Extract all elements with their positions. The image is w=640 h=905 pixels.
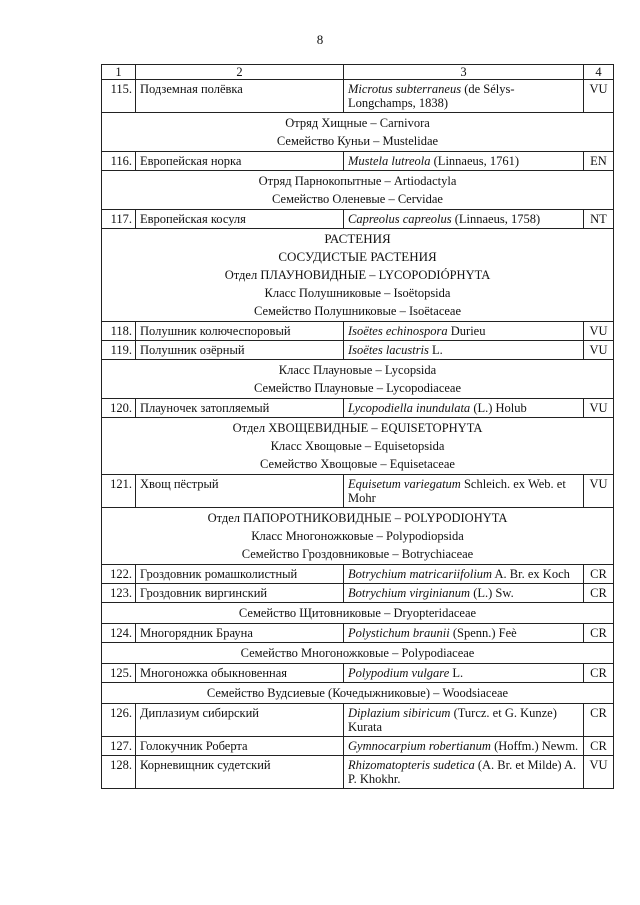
taxon-section-row bbox=[102, 229, 614, 322]
species-latin-name bbox=[344, 565, 584, 584]
species-latin-name bbox=[344, 475, 584, 508]
taxon-heading-line: СОСУДИСТЫЕ РАСТЕНИЯ bbox=[278, 249, 437, 264]
species-number: 124. bbox=[102, 624, 136, 643]
latin-authority: (Linnaeus, 1761) bbox=[430, 154, 520, 168]
latin-binomial: Capreolus capreolus bbox=[348, 212, 452, 226]
species-row bbox=[102, 565, 614, 584]
taxon-heading-line: Семейство Полушниковые – Isoëtaceae bbox=[253, 304, 462, 318]
taxon-heading-line: Семейство Гроздовниковые – Botrychiaceae bbox=[241, 547, 474, 561]
latin-authority: (L.) Sw. bbox=[470, 586, 514, 600]
species-latin-name bbox=[344, 341, 584, 360]
species-russian-name: Гроздовник ромашколистный bbox=[136, 565, 344, 584]
taxon-section-row bbox=[102, 603, 614, 624]
species-latin-name bbox=[344, 210, 584, 229]
species-number: 119. bbox=[102, 341, 136, 360]
latin-authority: (de Sélys-Longchamps, 1838) bbox=[348, 82, 515, 110]
species-row bbox=[102, 152, 614, 171]
status-category: CR bbox=[584, 704, 614, 737]
species-number: 127. bbox=[102, 737, 136, 756]
species-latin-name bbox=[344, 624, 584, 643]
latin-binomial: Isoëtes lacustris bbox=[348, 343, 429, 357]
latin-authority: (Spenn.) Feè bbox=[449, 626, 517, 640]
status-category: VU bbox=[584, 341, 614, 360]
taxon-heading-line: Семейство Куньи – Mustelidae bbox=[276, 134, 439, 148]
species-russian-name: Голокучник Роберта bbox=[136, 737, 344, 756]
taxon-heading-line: Класс Хвощовые – Equisetopsida bbox=[270, 439, 445, 453]
taxon-heading-line: Семейство Многоножковые – Polypodiaceae bbox=[240, 646, 475, 660]
species-row bbox=[102, 341, 614, 360]
species-russian-name: Подземная полёвка bbox=[136, 80, 344, 113]
table-body bbox=[102, 80, 614, 789]
taxon-section-row bbox=[102, 360, 614, 399]
latin-authority: (L.) Holub bbox=[470, 401, 527, 415]
species-latin-name bbox=[344, 152, 584, 171]
species-russian-name: Гроздовник виргинский bbox=[136, 584, 344, 603]
taxon-heading-line: Отдел ХВОЩЕВИДНЫЕ – EQUISETOPHYTA bbox=[232, 421, 483, 435]
species-russian-name: Европейская норка bbox=[136, 152, 344, 171]
latin-authority: L. bbox=[428, 343, 443, 357]
latin-authority: (A. Br. et Milde) A. P. Khokhr. bbox=[348, 758, 577, 786]
taxon-section-row bbox=[102, 683, 614, 704]
latin-authority: (Linnaeus, 1758) bbox=[451, 212, 541, 226]
latin-binomial: Botrychium virginianum bbox=[348, 586, 471, 600]
latin-binomial: Equisetum variegatum bbox=[348, 477, 461, 491]
species-number: 115. bbox=[102, 80, 136, 113]
species-russian-name: Хвощ пёстрый bbox=[136, 475, 344, 508]
species-row bbox=[102, 80, 614, 113]
species-russian-name: Многорядник Брауна bbox=[136, 624, 344, 643]
species-number: 120. bbox=[102, 399, 136, 418]
species-number: 117. bbox=[102, 210, 136, 229]
taxon-section-row bbox=[102, 418, 614, 475]
taxon-heading bbox=[102, 229, 614, 322]
species-number: 128. bbox=[102, 756, 136, 789]
species-number: 116. bbox=[102, 152, 136, 171]
species-latin-name bbox=[344, 704, 584, 737]
taxon-section-row bbox=[102, 643, 614, 664]
species-latin-name bbox=[344, 322, 584, 341]
taxon-heading-line: Семейство Хвощовые – Equisetaceae bbox=[260, 457, 455, 471]
species-latin-name bbox=[344, 756, 584, 789]
latin-binomial: Polypodium vulgare bbox=[348, 666, 450, 680]
species-latin-name bbox=[344, 584, 584, 603]
taxon-section-row bbox=[102, 113, 614, 152]
latin-authority: A. Br. ex Koch bbox=[492, 567, 570, 581]
species-russian-name: Корневищник судетский bbox=[136, 756, 344, 789]
species-latin-name bbox=[344, 399, 584, 418]
taxon-heading-line: РАСТЕНИЯ bbox=[324, 231, 391, 246]
status-category: CR bbox=[584, 737, 614, 756]
column-number-1: 1 bbox=[102, 65, 136, 80]
species-russian-name: Европейская косуля bbox=[136, 210, 344, 229]
column-number-2: 2 bbox=[136, 65, 344, 80]
taxon-heading bbox=[102, 360, 614, 399]
species-latin-name bbox=[344, 737, 584, 756]
latin-authority: (Turcz. et G. Kunze) Kurata bbox=[348, 706, 557, 734]
species-row bbox=[102, 322, 614, 341]
latin-binomial: Polystichum braunii bbox=[348, 626, 450, 640]
species-russian-name: Полушник озёрный bbox=[136, 341, 344, 360]
status-category: NT bbox=[584, 210, 614, 229]
species-number: 121. bbox=[102, 475, 136, 508]
latin-authority: Durieu bbox=[447, 324, 486, 338]
taxon-heading-line: Семейство Оленевые – Cervidae bbox=[272, 192, 443, 206]
taxon-heading-line: Семейство Вудсиевые (Кочедыжниковые) – Woodsiaceae bbox=[206, 686, 509, 700]
taxon-heading-line: Отряд Хищные – Carnivora bbox=[285, 116, 430, 130]
status-category: VU bbox=[584, 322, 614, 341]
latin-authority: L. bbox=[449, 666, 464, 680]
taxon-heading bbox=[102, 643, 614, 664]
species-russian-name: Плаунoчек затопляемый bbox=[136, 399, 344, 418]
column-number-3: 3 bbox=[344, 65, 584, 80]
species-row bbox=[102, 756, 614, 789]
taxon-heading-line: Отдел ПАПОРОТНИКОВИДНЫЕ – POLYPODIOHYTA bbox=[207, 511, 508, 525]
species-row bbox=[102, 624, 614, 643]
status-category: EN bbox=[584, 152, 614, 171]
status-category: VU bbox=[584, 475, 614, 508]
column-number-row bbox=[102, 65, 614, 80]
species-number: 125. bbox=[102, 664, 136, 683]
taxon-section-row bbox=[102, 508, 614, 565]
taxon-section-row bbox=[102, 171, 614, 210]
status-category: CR bbox=[584, 664, 614, 683]
column-number-4: 4 bbox=[584, 65, 614, 80]
species-row bbox=[102, 475, 614, 508]
species-number: 126. bbox=[102, 704, 136, 737]
taxon-heading-line: Семейство Плауновые – Lycopodiaceae bbox=[253, 381, 462, 395]
species-number: 118. bbox=[102, 322, 136, 341]
species-latin-name bbox=[344, 664, 584, 683]
page-number: 8 bbox=[316, 32, 324, 47]
red-book-table bbox=[101, 64, 614, 789]
latin-authority: (Hoffm.) Newm. bbox=[490, 739, 579, 753]
taxon-heading-line: Класс Плауновые – Lycopsida bbox=[278, 363, 437, 377]
status-category: CR bbox=[584, 624, 614, 643]
species-row bbox=[102, 210, 614, 229]
latin-binomial: Isoëtes echinospora bbox=[348, 324, 448, 338]
status-category: CR bbox=[584, 565, 614, 584]
taxon-heading-line: Семейство Щитовниковые – Dryopteridaceae bbox=[238, 606, 477, 620]
species-row bbox=[102, 704, 614, 737]
latin-binomial: Gymnocarpium robertianum bbox=[348, 739, 491, 753]
taxon-heading bbox=[102, 508, 614, 565]
status-category: VU bbox=[584, 756, 614, 789]
species-number: 123. bbox=[102, 584, 136, 603]
taxon-heading bbox=[102, 418, 614, 475]
species-number: 122. bbox=[102, 565, 136, 584]
latin-binomial: Rhizomatopteris sudetica bbox=[348, 758, 475, 772]
latin-binomial: Diplazium sibiricum bbox=[348, 706, 451, 720]
species-russian-name: Полушник колючеспоровый bbox=[136, 322, 344, 341]
species-latin-name bbox=[344, 80, 584, 113]
species-russian-name: Диплазиум сибирский bbox=[136, 704, 344, 737]
species-row bbox=[102, 664, 614, 683]
latin-binomial: Microtus subterraneus bbox=[348, 82, 462, 96]
species-row bbox=[102, 584, 614, 603]
latin-binomial: Botrychium matricariifolium bbox=[348, 567, 493, 581]
latin-authority: Schleich. ex Web. et Mohr bbox=[348, 477, 566, 505]
taxon-heading-line: Отдел ПЛАУНОВИДНЫЕ – LYCOPODIÓPHYTA bbox=[224, 268, 491, 282]
taxon-heading bbox=[102, 171, 614, 210]
status-category: CR bbox=[584, 584, 614, 603]
taxon-heading-line: Класс Многоножковые – Polypodiopsida bbox=[251, 529, 464, 543]
taxon-heading bbox=[102, 113, 614, 152]
species-row bbox=[102, 399, 614, 418]
taxon-heading-line: Класс Полушниковые – Isoëtopsida bbox=[264, 286, 451, 300]
status-category: VU bbox=[584, 399, 614, 418]
taxon-heading-line: Отряд Парнокопытные – Artiodactyla bbox=[258, 174, 457, 188]
species-row bbox=[102, 737, 614, 756]
taxon-heading bbox=[102, 683, 614, 704]
status-category: VU bbox=[584, 80, 614, 113]
taxon-heading bbox=[102, 603, 614, 624]
latin-binomial: Mustela lutreola bbox=[348, 154, 431, 168]
species-russian-name: Многоножка обыкновенная bbox=[136, 664, 344, 683]
latin-binomial: Lycopodiella inundulata bbox=[348, 401, 471, 415]
